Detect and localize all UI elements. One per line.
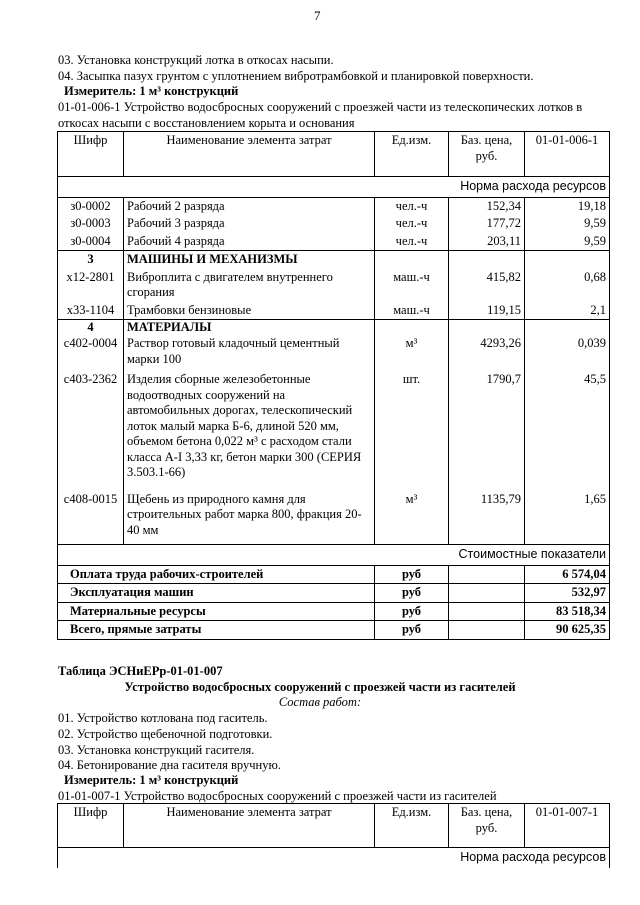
total-row bbox=[58, 584, 610, 603]
cost-label: Стоимостные показатели bbox=[58, 545, 610, 566]
cell-code: з0-0002 bbox=[58, 197, 124, 215]
total-row bbox=[58, 602, 610, 621]
table-row bbox=[58, 233, 610, 251]
resource-table-2 bbox=[57, 803, 610, 868]
total-value: 90 625,35 bbox=[525, 621, 610, 640]
total-name: Эксплуатация машин bbox=[58, 584, 375, 603]
cell-price: 119,15 bbox=[449, 302, 525, 320]
total-row bbox=[58, 621, 610, 640]
works-label: Состав работ: bbox=[278, 695, 362, 709]
section-row bbox=[58, 320, 610, 336]
cell-price: 203,11 bbox=[449, 233, 525, 251]
work-step-03: 03. Установка конструкций лотка в откосах насыпи. bbox=[58, 53, 334, 67]
total-value: 532,97 bbox=[525, 584, 610, 603]
cell-qty: 45,5 bbox=[525, 368, 610, 491]
total-name: Оплата труда рабочих-строителей bbox=[58, 565, 375, 584]
page-number: 7 bbox=[314, 8, 321, 23]
total-unit: руб bbox=[375, 602, 449, 621]
table-row bbox=[58, 269, 610, 302]
table-row bbox=[58, 368, 610, 491]
cell-unit: чел.-ч bbox=[375, 215, 449, 233]
total-unit: руб bbox=[375, 621, 449, 640]
cell-unit: м³ bbox=[375, 491, 449, 545]
header-name: Наименование элемента затрат bbox=[124, 804, 375, 848]
cell-qty: 0,68 bbox=[525, 269, 610, 302]
measure-unit-1: Измеритель: 1 м³ конструкций bbox=[64, 84, 239, 98]
table-2-title: Таблица ЭСНиЕРр-01-01-007 bbox=[58, 664, 223, 678]
cell-name: Щебень из природного камня для строительных работ марка 800, фракция 20-40 мм bbox=[124, 491, 375, 545]
work-step-04: 04. Бетонирование дна гасителя вручную. bbox=[58, 758, 281, 772]
cell-code: з0-0003 bbox=[58, 215, 124, 233]
cell-code: х33-1104 bbox=[58, 302, 124, 320]
cell-code: х12-2801 bbox=[58, 269, 124, 302]
work-step-01: 01. Устройство котлована под гаситель. bbox=[58, 711, 268, 725]
header-name: Наименование элемента затрат bbox=[124, 132, 375, 177]
table-row bbox=[58, 197, 610, 215]
total-unit: руб bbox=[375, 565, 449, 584]
work-step-02: 02. Устройство щебеночной подготовки. bbox=[58, 727, 273, 741]
total-name: Всего, прямые затраты bbox=[58, 621, 375, 640]
table-row bbox=[58, 302, 610, 320]
cell-unit: чел.-ч bbox=[375, 197, 449, 215]
cell-unit: шт. bbox=[375, 368, 449, 491]
section-number: 4 bbox=[58, 320, 124, 336]
header-code: Шифр bbox=[58, 132, 124, 177]
cell-name: Рабочий 3 разряда bbox=[124, 215, 375, 233]
norm-label: Норма расхода ресурсов bbox=[58, 177, 610, 198]
section-row bbox=[58, 251, 610, 269]
total-value: 83 518,34 bbox=[525, 602, 610, 621]
cell-price: 1135,79 bbox=[449, 491, 525, 545]
cell-qty: 9,59 bbox=[525, 215, 610, 233]
cell-unit: м³ bbox=[375, 335, 449, 368]
item-1-title-line2: откосах насыпи с восстановлением корыта и основания bbox=[58, 116, 355, 130]
cell-name: Раствор готовый кладочный цементный марки 100 bbox=[124, 335, 375, 368]
cell-code: с402-0004 bbox=[58, 335, 124, 368]
table-2-subtitle: Устройство водосбросных сооружений с проезжей части из гасителей bbox=[124, 680, 516, 694]
header-item: 01-01-006-1 bbox=[525, 132, 610, 177]
total-value: 6 574,04 bbox=[525, 565, 610, 584]
measure-unit-2: Измеритель: 1 м³ конструкций bbox=[64, 773, 239, 787]
header-item: 01-01-007-1 bbox=[525, 804, 610, 848]
cell-price: 177,72 bbox=[449, 215, 525, 233]
total-unit: руб bbox=[375, 584, 449, 603]
work-step-04: 04. Засыпка пазух грунтом с уплотнением вибротрамбовкой и планировкой поверхности. bbox=[58, 69, 534, 83]
table-row bbox=[58, 491, 610, 545]
norm-label: Норма расхода ресурсов bbox=[58, 848, 610, 868]
cell-name: Рабочий 4 разряда bbox=[124, 233, 375, 251]
cell-code: з0-0004 bbox=[58, 233, 124, 251]
cell-price: 152,34 bbox=[449, 197, 525, 215]
header-price: Баз. цена, руб. bbox=[449, 132, 525, 177]
cell-code: с408-0015 bbox=[58, 491, 124, 545]
total-name: Материальные ресурсы bbox=[58, 602, 375, 621]
cell-price: 4293,26 bbox=[449, 335, 525, 368]
cell-qty: 1,65 bbox=[525, 491, 610, 545]
cell-qty: 19,18 bbox=[525, 197, 610, 215]
cell-name: Виброплита с двигателем внутреннего сгорания bbox=[124, 269, 375, 302]
cell-unit: маш.-ч bbox=[375, 269, 449, 302]
table-row bbox=[58, 215, 610, 233]
cell-qty: 2,1 bbox=[525, 302, 610, 320]
cell-qty: 0,039 bbox=[525, 335, 610, 368]
cell-unit: чел.-ч bbox=[375, 233, 449, 251]
header-unit: Ед.изм. bbox=[375, 132, 449, 177]
cell-unit: маш.-ч bbox=[375, 302, 449, 320]
total-row bbox=[58, 565, 610, 584]
section-title: МАШИНЫ И МЕХАНИЗМЫ bbox=[124, 251, 375, 269]
item-1-title-line1: 01-01-006-1 Устройство водосбросных сооружений с проезжей части из телескопических лотков в bbox=[58, 100, 583, 114]
header-code: Шифр bbox=[58, 804, 124, 848]
cell-price: 1790,7 bbox=[449, 368, 525, 491]
cell-name: Рабочий 2 разряда bbox=[124, 197, 375, 215]
header-price: Баз. цена, руб. bbox=[449, 804, 525, 848]
section-title: МАТЕРИАЛЫ bbox=[124, 320, 375, 336]
item-2-title: 01-01-007-1 Устройство водосбросных сооружений с проезжей части из гасителей bbox=[58, 789, 497, 803]
work-step-03: 03. Установка конструкций гасителя. bbox=[58, 743, 255, 757]
cell-name: Изделия сборные железобетонные водоотводных сооружений на автомобильных дорогах, телескопический лоток малый марка Б-6, длиной 520 мм, объемом бетона 0,022 м³ с расходом стали класса А-I 3,33 кг, бетон марки 300 (СЕРИЯ 3.503.1-66) bbox=[124, 368, 375, 491]
section-number: 3 bbox=[58, 251, 124, 269]
resource-table-1 bbox=[57, 131, 610, 640]
cell-name: Трамбовки бензиновые bbox=[124, 302, 375, 320]
cell-code: с403-2362 bbox=[58, 368, 124, 491]
table-row bbox=[58, 335, 610, 368]
cell-qty: 9,59 bbox=[525, 233, 610, 251]
header-unit: Ед.изм. bbox=[375, 804, 449, 848]
cell-price: 415,82 bbox=[449, 269, 525, 302]
